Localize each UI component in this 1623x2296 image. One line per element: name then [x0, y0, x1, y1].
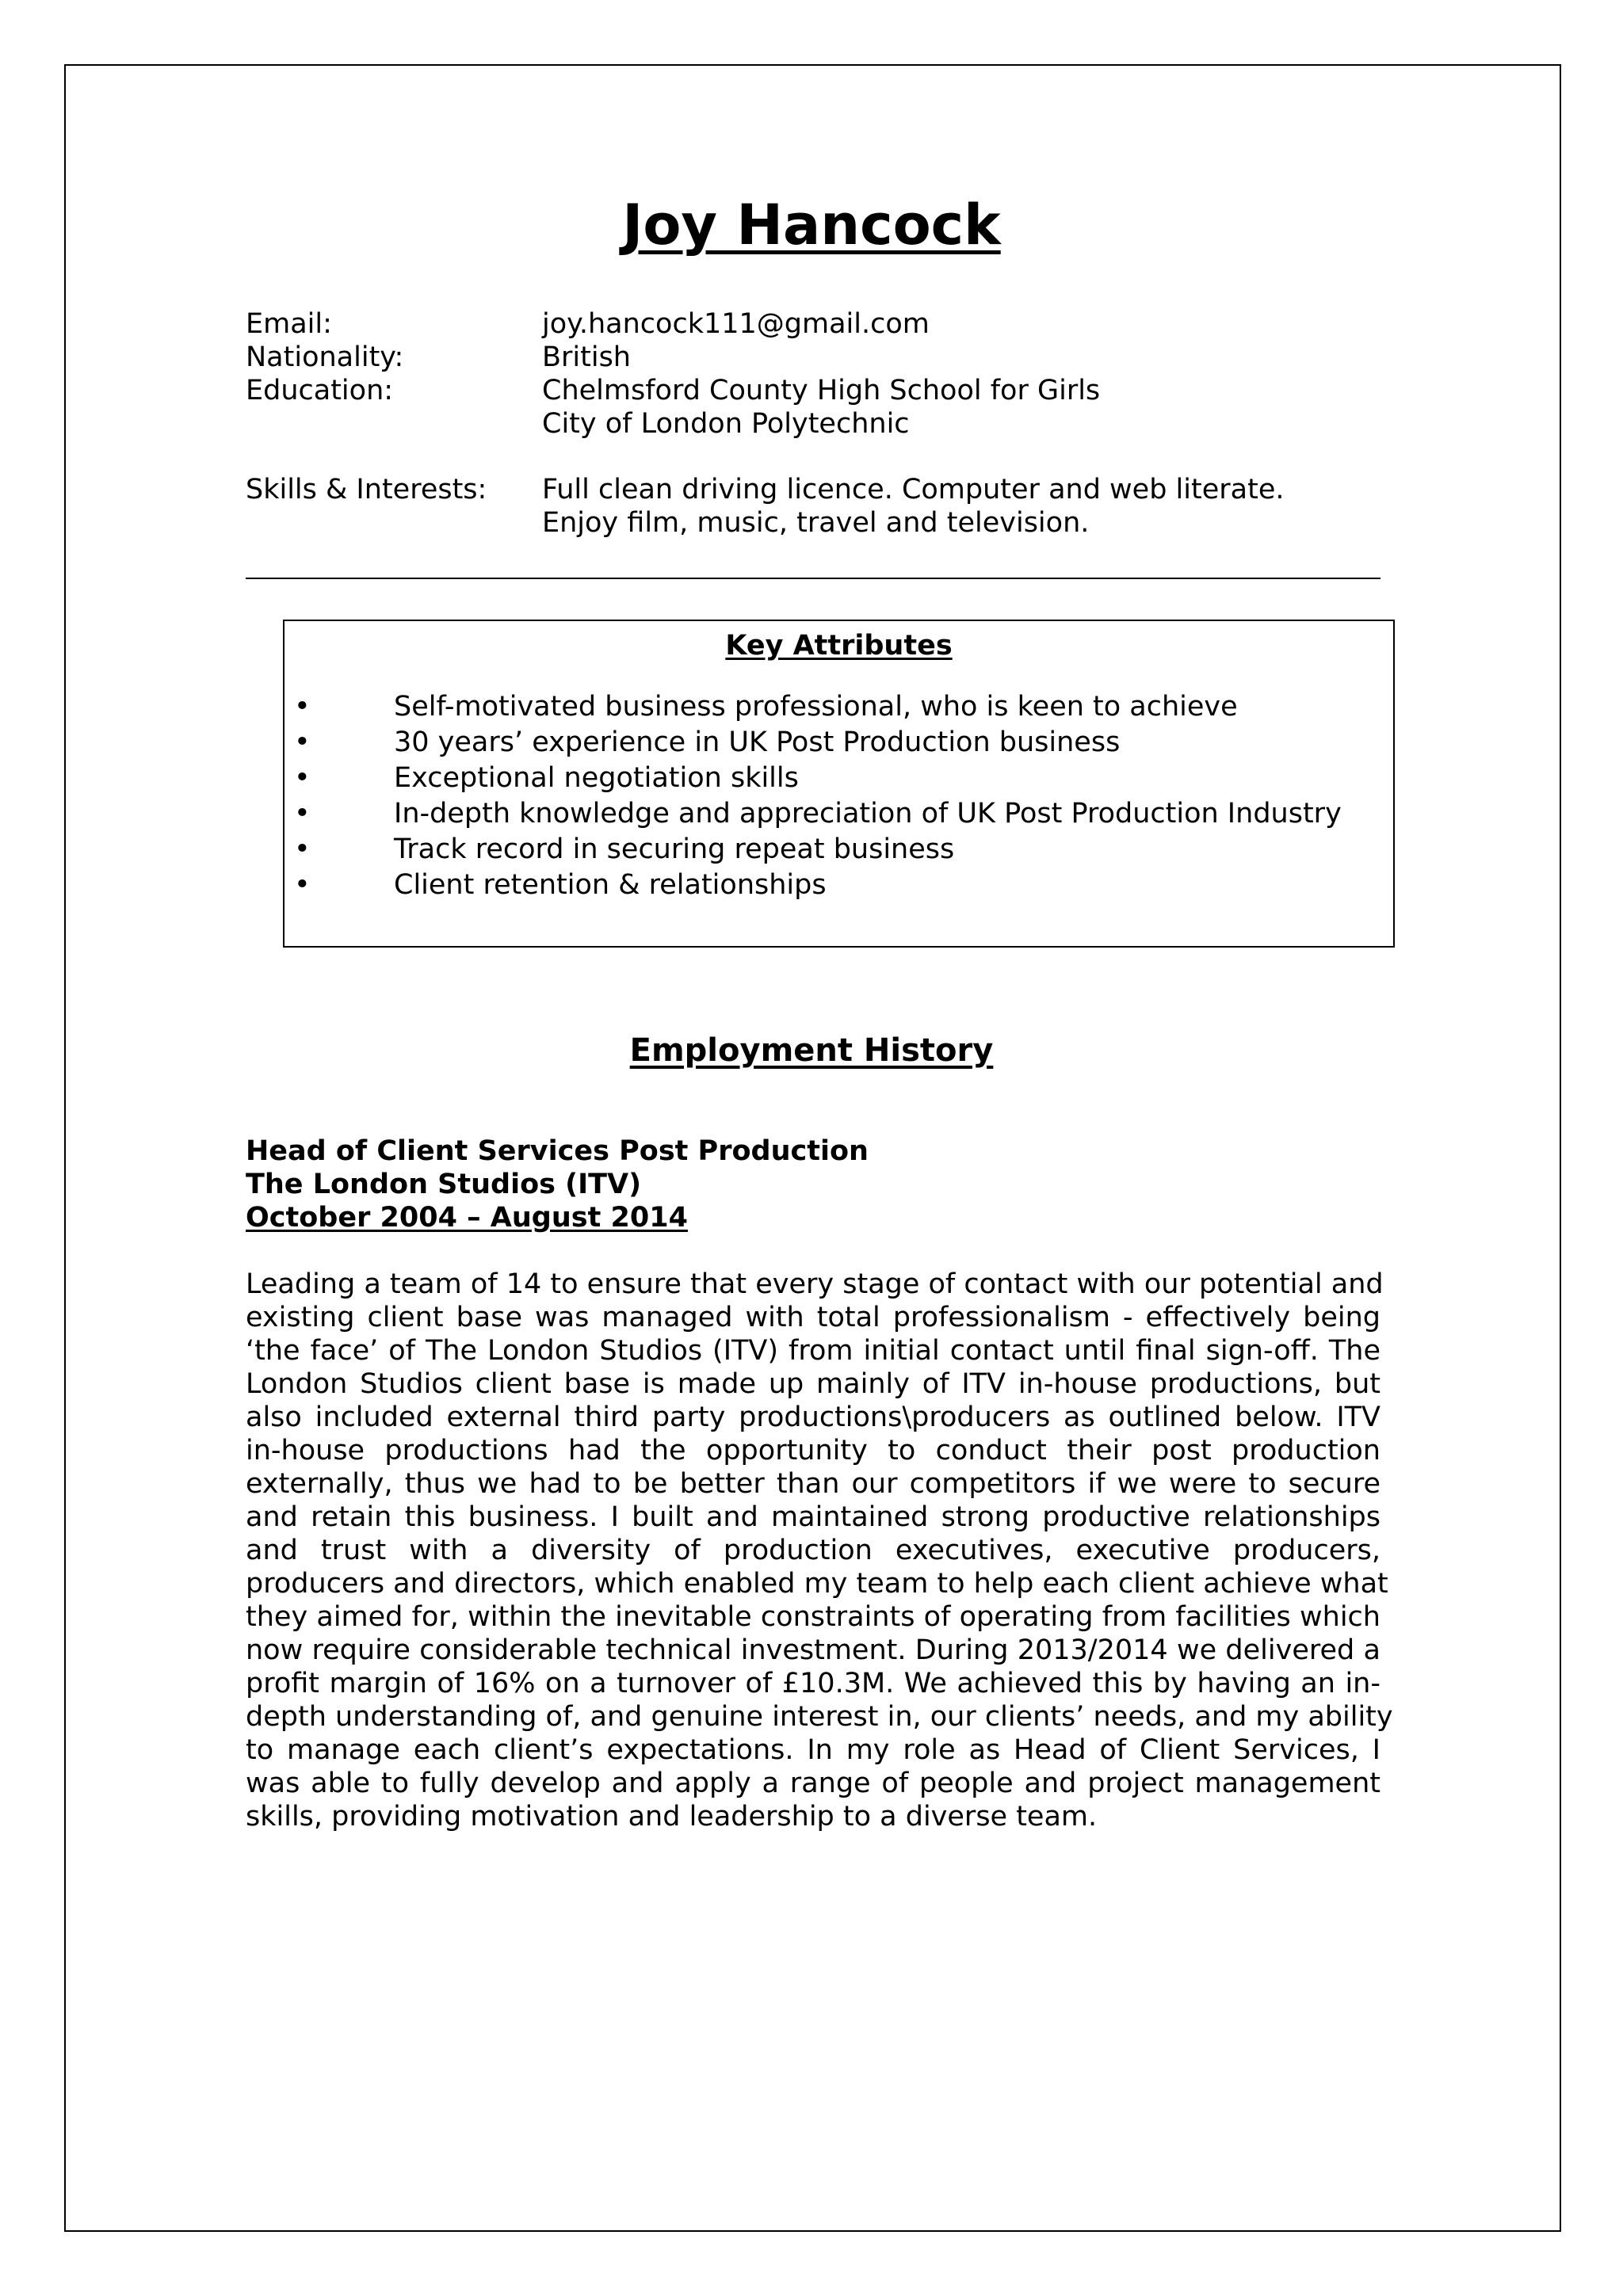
description-line: in-house productions had the opportunity to conduct their post production: [246, 1435, 1381, 1466]
job-role: Head of Client Services Post Production: [246, 1135, 869, 1167]
skills-value-2: Enjoy film, music, travel and television.: [542, 507, 1090, 539]
nationality-label: Nationality:: [246, 341, 404, 373]
resume-name: Joy Hancock: [622, 193, 1001, 257]
key-attributes-title: Key Attributes: [725, 630, 953, 662]
education-value-2: City of London Polytechnic: [542, 408, 910, 440]
description-line: existing client base was managed with total professionalism - effectively being: [246, 1302, 1381, 1333]
list-item: [285, 725, 1393, 761]
description-line: to manage each client’s expectations. In my role as Head of Client Services, I: [246, 1734, 1381, 1766]
bullet-icon: •: [294, 762, 311, 794]
list-item-text: 30 years’ experience in UK Post Production business: [394, 727, 1121, 758]
job-dates: October 2004 – August 2014: [246, 1202, 688, 1234]
job-description: [246, 1268, 1393, 1833]
bullet-icon: •: [294, 691, 311, 723]
list-item-text: Track record in securing repeat business: [394, 833, 955, 865]
skills-label: Skills & Interests:: [246, 474, 487, 505]
description-line: and trust with a diversity of production executives, executive producers,: [246, 1535, 1381, 1566]
education-label: Education:: [246, 375, 394, 406]
description-line: depth understanding of, and genuine interest in, our clients’ needs, and my ability: [246, 1701, 1393, 1733]
list-item-text: Self-motivated business professional, who is keen to achieve: [394, 691, 1238, 723]
bullet-icon: •: [294, 833, 311, 865]
list-item-text: Client retention & relationships: [394, 869, 827, 901]
job-company: The London Studios (ITV): [246, 1169, 642, 1200]
list-item: [285, 689, 1393, 725]
job-header: [246, 1135, 869, 1234]
description-line: skills, providing motivation and leadership to a diverse team.: [246, 1801, 1098, 1833]
description-line: externally, thus we had to be better than our competitors if we were to secure: [246, 1468, 1381, 1500]
description-line: was able to fully develop and apply a range of people and project management: [246, 1768, 1381, 1799]
education-value-1: Chelmsford County High School for Girls: [542, 375, 1101, 406]
description-line: London Studios client base is made up mainly of ITV in-house productions, but: [246, 1368, 1381, 1400]
description-line: now require considerable technical investment. During 2013/2014 we delivered a: [246, 1634, 1381, 1666]
skills-value-1: Full clean driving licence. Computer and web literate.: [542, 474, 1285, 505]
email-label: Email:: [246, 308, 332, 340]
description-line: also included external third party productions\producers as outlined below. ITV: [246, 1402, 1381, 1433]
bullet-icon: •: [294, 798, 311, 830]
nationality-value: British: [542, 341, 631, 373]
employment-history-title: Employment History: [629, 1032, 994, 1069]
description-line: producers and directors, which enabled my team to help each client achieve what: [246, 1568, 1388, 1600]
email-value: joy.hancock111@gmail.com: [542, 308, 930, 340]
description-line: and retain this business. I built and maintained strong productive relationships: [246, 1501, 1381, 1533]
key-attributes-box: [283, 620, 1395, 948]
list-item-text: Exceptional negotiation skills: [394, 762, 799, 794]
list-item: [285, 796, 1393, 832]
list-item: [285, 832, 1393, 868]
description-line: they aimed for, within the inevitable constraints of operating from facilities which: [246, 1601, 1381, 1633]
list-item: [285, 868, 1393, 903]
description-line: ‘the face’ of The London Studios (ITV) from initial contact until final sign-off. The: [246, 1335, 1381, 1367]
list-item-text: In-depth knowledge and appreciation of UK Post Production Industry: [394, 798, 1342, 830]
section-divider: [246, 578, 1381, 579]
bullet-icon: •: [294, 727, 311, 758]
bullet-icon: •: [294, 869, 311, 901]
description-line: Leading a team of 14 to ensure that every stage of contact with our potential and: [246, 1268, 1384, 1300]
key-attributes-list: [285, 689, 1393, 903]
description-line: profit margin of 16% on a turnover of £10.3M. We achieved this by having an in-: [246, 1668, 1381, 1699]
list-item: [285, 761, 1393, 796]
